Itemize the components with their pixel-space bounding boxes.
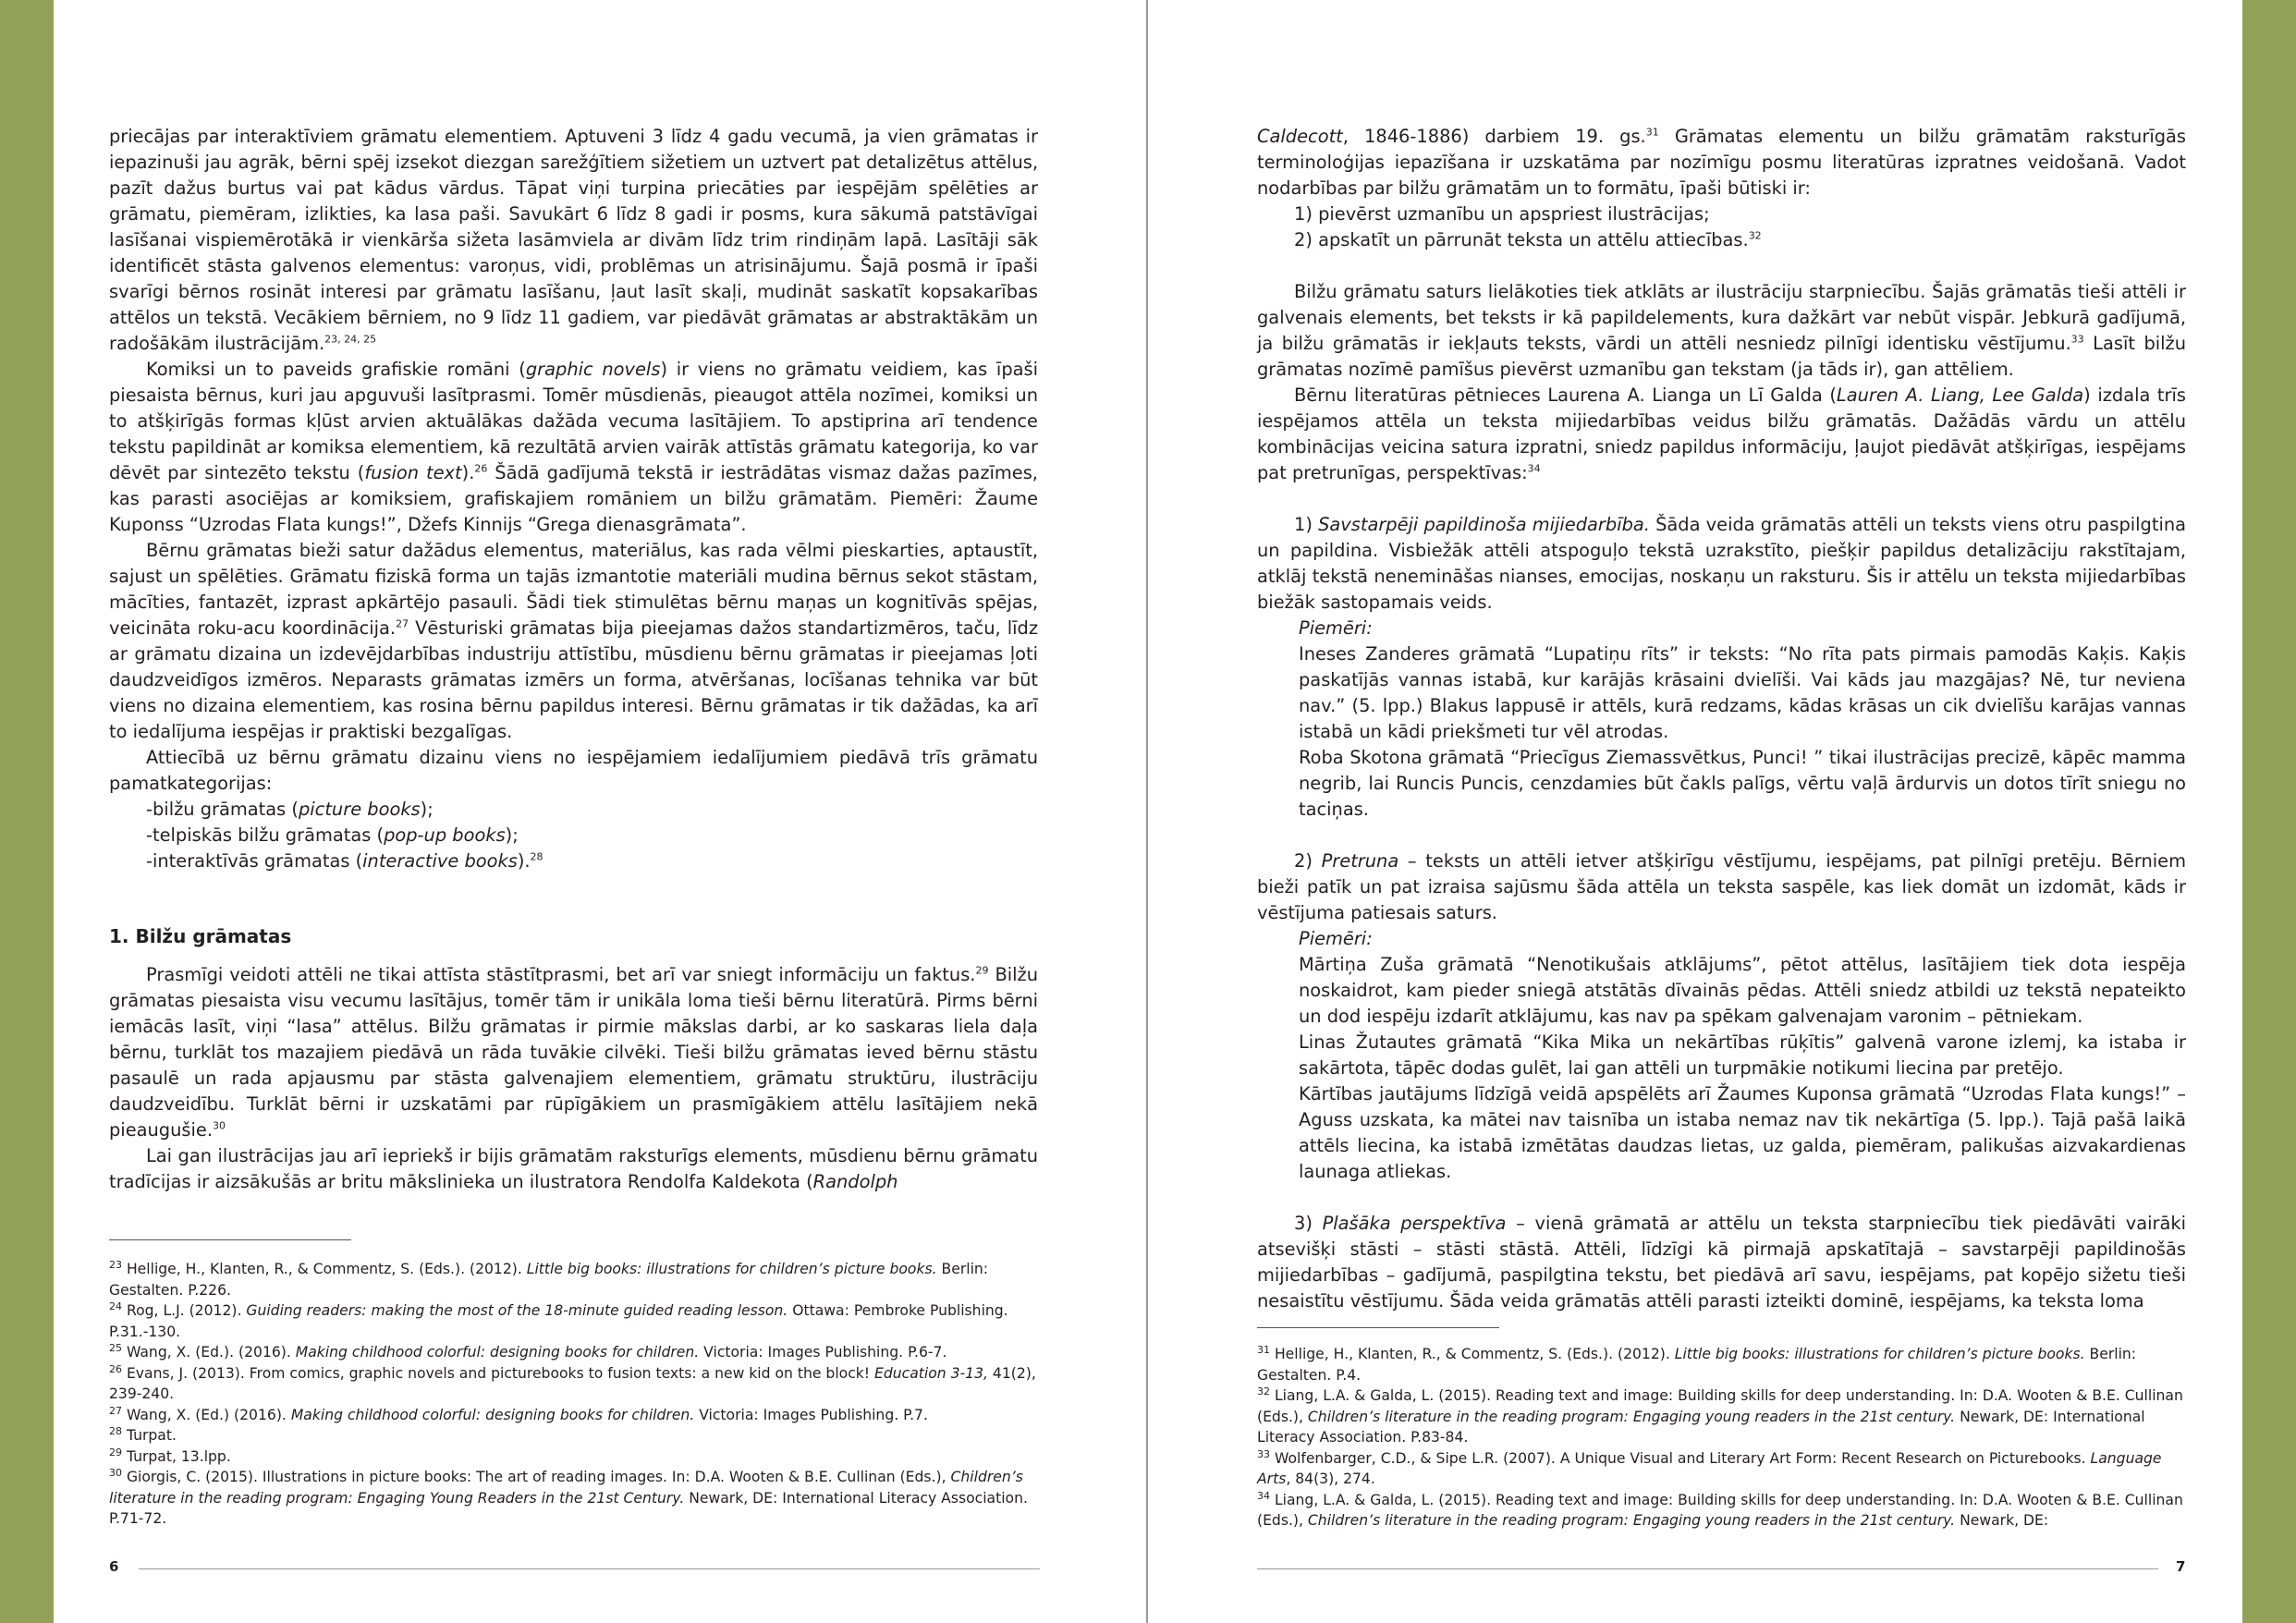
body-paragraph: 1) Savstarpēji papildinoša mijiedarbība. Šāda veida grāmatās attēli un teksts viens otru paspilgtina un papildina. Visbiežāk attēli atspoguļo tekstā uzrakstīto, piešķir papildus detalizāciju rakstītajam, atklāj tekstā nenemināšas nianses, emocijas, noskaņu un raksturu. Šis ir attēlu un teksta mijiedarbības biežāk sastopamais veids. xyxy=(1257,514,2187,613)
list-item: -bilžu grāmatas (picture books); xyxy=(146,799,434,820)
right-edge-bar xyxy=(2242,0,2296,1623)
page-number: 7 xyxy=(2176,1558,2186,1575)
footnote-ref[interactable]: 34 xyxy=(1527,462,1541,475)
footnote-ref[interactable]: 31 xyxy=(1645,126,1659,139)
footnote: $^{28}$ Turpat. xyxy=(109,1424,177,1444)
example-text: Ineses Zanderes grāmatā “Lupatiņu rīts” ir teksts: “No rīta pats pirmais pamodās Kaķis. Kaķis paskatījās vannas istabā, kur karājās krāsaini dvielīši. Vai kāds jau mazgājas? Nē, tur neviena nav.” (5. lpp.) Blakus lappusē ir attēls, kurā redzams, kādas krāsas un cik dvielīšu karājas vannas istabā un kādi priekšmeti tur vēl atrodas. xyxy=(1299,643,2186,742)
body-paragraph: Bērnu literatūras pētnieces Laurena A. Lianga un Lī Galda (Lauren A. Liang, Lee Galda) izdala trīs iespējamos attēla un teksta mijiedarbības veidus bilžu grāmatās. Dažādās vārdu un attēlu kombinācijas veicina satura izpratni, sniedz papildus informāciju, ļaujot piedāvāt atšķirīgas, iespējams pat pretrunīgas, perspektīvas:$^{34}$ xyxy=(1257,384,2186,483)
footnote: $^{27}$ Wang, X. (Ed.) (2016). Making childhood colorful: designing books for children. Victoria: Images Publishing. P.7. xyxy=(109,1404,928,1423)
footer-rule xyxy=(1257,1568,2158,1569)
section-heading: 1. Bilžu grāmatas xyxy=(109,925,292,947)
footnote: $^{23}$ Hellige, H., Klanten, R., & Commentz, S. (Eds.). (2012). Little big books: illustrations for children’s picture books. Berlin: Gestalten. P.226. xyxy=(109,1258,989,1299)
footnote-ref[interactable]: 29 xyxy=(975,964,989,977)
list-item: 2) apskatīt un pārrunāt teksta un attēlu attiecības.$^{32}$ xyxy=(1294,229,1762,250)
page-number: 6 xyxy=(109,1558,119,1575)
list-item: -interaktīvās grāmatas (interactive books).$^{28}$ xyxy=(146,850,543,872)
footnote-separator xyxy=(109,1239,351,1240)
footnotes-left xyxy=(109,1259,1038,1530)
example-text: Kārtības jautājums līdzīgā veidā apspēlēts arī Žaumes Kuponsa grāmatā “Uzrodas Flata kungs!” – Aguss uzskata, ka mātei nav taisnība un istaba nemaz nav tik nekārtīga (5. lpp.). Tajā pašā laikā attēls liecina, ka istabā izmētātas daudzas lietas, uz galda, piemēram, palikušas aizvakardienas launaga atliekas. xyxy=(1299,1083,2186,1182)
examples-label: Piemēri: xyxy=(1299,617,1373,639)
footnote: $^{25}$ Wang, X. (Ed.). (2016). Making childhood colorful: designing books for children. Victoria: Images Publishing. P.6-7. xyxy=(109,1341,947,1361)
example-text: Mārtiņa Zuša grāmatā “Nenotikušais atklājums”, pētot attēlus, lasītājiem tiek dota iespēja noskaidrot, kam pieder sniegā atstātās dīvainās pēdas. Attēli sniedz atbildi uz tekstā nepateikto un dod iespēju izdarīt atklājumu, kas nav pa spēkam galvenajam varonim – pētniekam. xyxy=(1299,954,2186,1027)
body-paragraph: Attiecībā uz bērnu grāmatu dizainu viens no iespējamiem iedalījumiem piedāvā trīs grāmatu pamatkategorijas: xyxy=(109,747,1038,794)
footnote: $^{29}$ Turpat, 13.lpp. xyxy=(109,1446,231,1465)
footnote: $^{31}$ Hellige, H., Klanten, R., & Commentz, S. (Eds.). (2012). Little big books: illustrations for children’s picture books. Berlin: Gestalten. P.4. xyxy=(1257,1343,2137,1384)
footnote-ref[interactable]: 26 xyxy=(474,462,488,475)
footnote-ref[interactable]: 28 xyxy=(530,850,543,863)
body-paragraph: Komiksi un to paveids grafiskie romāni (graphic novels) ir viens no grāmatu veidiem, kas īpaši piesaista bērnus, kuri jau apguvuši lasītprasmi. Tomēr mūsdienās, pieaugot attēla nozīmei, komiksi un to atšķirīgās formas kļūst arvien aktuālākas dažāda vecuma lasītājiem. To apstiprina arī tendence tekstu papildināt ar komiksa elementiem, kā rezultātā arvien vairāk attīstās grāmatu kategorija, ko var dēvēt par sintezēto tekstu (fusion text).$^{26}$ Šādā gadījumā tekstā ir iestrādātas vismaz dažas pazīmes, kas parasti asociējas ar komiksiem, grafiskajiem romāniem un bilžu grāmatām. Piemēri: Žaume Kuponss “Uzrodas Flata kungs!”, Džefs Kinnijs “Grega dienasgrāmata”. xyxy=(109,359,1038,535)
examples-label: Piemēri: xyxy=(1299,928,1373,949)
footnote: $^{30}$ Giorgis, C. (2015). Illustrations in picture books: The art of reading images. In: D.A. Wooten & B.E. Cullinan (Eds.), Children’s literature in the reading program: Engaging Young Readers in the 21st Century. Newark, DE: International Literacy Association. P.71-72. xyxy=(109,1466,1028,1527)
body-paragraph: Prasmīgi veidoti attēli ne tikai attīsta stāstītprasmi, bet arī var sniegt informāciju un faktus.$^{29}$ Bilžu grāmatas piesaista visu vecumu lasītājus, tomēr tām ir unikāla loma tieši bērnu literatūrā. Pirms bērni iemācās lasīt, viņi “lasa” attēlus. Bilžu grāmatas ir pirmie mākslas darbi, ar ko saskaras liela daļa bērnu, turklāt tos mazajiem piedāvā un rāda tuvākie cilvēki. Tieši bilžu grāmatas ieved bērnu stāstu pasaulē un rada apjausmu par stāsta galvenajiem elementiem, grāmatu struktūru, ilustrāciju daudzveidību. Turklāt bērni ir uzskatāmi par rūpīgākiem un prasmīgākiem attēlu lasītājiem nekā pieaugušie.$^{30}$ xyxy=(109,964,1038,1141)
footnote-ref[interactable]: 27 xyxy=(396,617,409,630)
example-text: Linas Žutautes grāmatā “Kika Mika un nekārtības rūķītis” galvenā varone izlemj, ka istaba ir sakārtota, tāpēc dodas gulēt, lai gan attēli un turpmākie notikumi liecina par pretējo. xyxy=(1299,1031,2186,1079)
list-item: -telpiskās bilžu grāmatas (pop-up books); xyxy=(146,824,519,846)
footnote: $^{24}$ Rog, L.J. (2012). Guiding readers: making the most of the 18-minute guided reading lesson. Ottawa: Pembroke Publishing. P.31.-130. xyxy=(109,1300,1008,1340)
footnote: $^{32}$ Liang, L.A. & Galda, L. (2015). Reading text and image: Building skills for deep understanding. In: D.A. Wooten & B.E. Cullinan (Eds.), Children’s literature in the reading program: Engaging young readers in the 21st century. Newark, DE: International Literacy Association. P.83-84. xyxy=(1257,1385,2183,1446)
body-paragraph: 3) Plašāka perspektīva – vienā grāmatā ar attēlu un teksta starpniecību tiek piedāvāti vairāki atsevišķi stāsti – stāsti stāstā. Attēli, līdzīgi kā pirmajā apskatītajā – savstarpēji papildinošās mijiedarbības – gadījumā, paspilgtina tekstu, bet piedāvā arī savu, iespējams, pat kopējo sižetu tieši nesaistītu vēstījumu. Šāda veida grāmatās attēli parasti izteikti dominē, iespējams, ka teksta loma xyxy=(1257,1213,2186,1312)
right-page xyxy=(1257,124,2186,1314)
body-paragraph: Bērnu grāmatas bieži satur dažādus elementus, materiālus, kas rada vēlmi pieskarties, aptaustīt, sajust un spēlēties. Grāmatu fiziskā forma un tajās izmantotie materiāli mudina bērnus sekot stāstam, mācīties, fantazēt, izprast apkārtējo pasauli. Šādi tiek stimulētas bērnu maņas un kognitīvās spējas, veicināta roku-acu koordinācija.$^{27}$ Vēsturiski grāmatas bija pieejamas dažos standartizmēros, taču, līdz ar grāmatu dizaina un izdevējdarbības industriju attīstību, mūsdienu bērnu grāmatas ir pieejamas ļoti daudzveidīgos izmēros. Neparasts grāmatas izmērs un forma, atvēršanas, locīšanas tehnika var būt viens no dizaina elementiem, kas rosina bērnu papildus interesi. Bērnu grāmatas ir tik dažādas, ka arī to iedalījuma iespējas ir praktiski bezgalīgas. xyxy=(109,540,1039,742)
body-paragraph: Lai gan ilustrācijas jau arī iepriekš ir bijis grāmatām raksturīgs elements, mūsdienu bērnu grāmatu tradīcijas ir aizsākušās ar britu mākslinieka un ilustratora Rendolfa Kaldekota (Randolph xyxy=(109,1145,1038,1192)
list-item: 1) pievērst uzmanību un apspriest ilustrācijas; xyxy=(1294,203,1710,225)
footnote-ref[interactable]: 33 xyxy=(2070,333,2084,346)
footnote: $^{33}$ Wolfenbarger, C.D., & Sipe L.R. (2007). A Unique Visual and Literary Art Form: Recent Research on Picturebooks. Language Arts, 84(3), 274. xyxy=(1257,1447,2162,1487)
left-edge-bar xyxy=(0,0,54,1623)
footnote-ref[interactable]: 32 xyxy=(1748,229,1762,242)
footnotes-right xyxy=(1257,1344,2186,1531)
body-paragraph: Bilžu grāmatu saturs lielākoties tiek atklāts ar ilustrāciju starpniecību. Šajās grāmatās tieši attēli ir galvenais elements, bet teksts ir kā papildelements, kura dažkārt var nebūt vispār. Jebkurā gadījumā, ja bilžu grāmatās ir iekļauts teksts, vārdi un attēli nesniedz pilnīgi identisku vēstījumu.$^{33}$ Lasīt bilžu grāmatas nozīmē pamīšus pievērst uzmanību gan tekstam (ja tāds ir), gan attēliem. xyxy=(1257,281,2186,380)
footnote: $^{34}$ Liang, L.A. & Galda, L. (2015). Reading text and image: Building skills for deep understanding. In: D.A. Wooten & B.E. Cullinan (Eds.), Children’s literature in the reading program: Engaging young readers in the 21st century. Newark, DE: xyxy=(1257,1489,2183,1529)
left-page xyxy=(109,124,1038,1195)
footer-rule xyxy=(139,1568,1040,1569)
example-text: Roba Skotona grāmatā “Priecīgus Ziemassvētkus, Punci! ” tikai ilustrācijas precizē, kāpēc mamma negrib, lai Runcis Puncis, cenzdamies būt čakls palīgs, vērtu vaļā ārdurvis un dotos tīrīt sniegu no taciņas. xyxy=(1299,747,2186,820)
footnote-ref[interactable]: 23, 24, 25 xyxy=(324,333,377,346)
book-spine xyxy=(1146,0,1148,1623)
footnote-ref[interactable]: 30 xyxy=(212,1119,226,1132)
body-paragraph: Caldecott, 1846-1886) darbiem 19. gs.$^{31}$ Grāmatas elementu un bilžu grāmatām raksturīgās terminoloģijas iepazīšana ir uzskatāma par nozīmīgu posmu literatūras izpratnes veidošanā. Vadot nodarbības par bilžu grāmatām un to formātu, īpaši būtiski ir: xyxy=(1257,126,2187,199)
footnote: $^{26}$ Evans, J. (2013). From comics, graphic novels and picturebooks to fusion texts: a new kid on the block! Education 3-13, 41(2), 239-240. xyxy=(109,1362,1036,1402)
body-paragraph: priecājas par interaktīviem grāmatu elementiem. Aptuveni 3 līdz 4 gadu vecumā, ja vien grāmatas ir iepazinuši jau agrāk, bērni spēj izsekot diezgan sarežģītiem sižetiem un uztvert pat detalizētus attēlus, pazīt dažus burtus vai pat kādus vārdus. Tāpat viņi turpina priecāties par iespējām spēlēties ar grāmatu, piemēram, izlikties, ka lasa paši. Savukārt 6 līdz 8 gadi ir posms, kura sākumā patstāvīgai lasīšanai vispiemērotākā ir vienkārša sižeta lasāmviela ar divām līdz trim rindiņām lapā. Lasītāji sāk identificēt stāsta galvenos elementus: varoņus, vidi, problēmas un atrisinājumu. Šajā posmā ir īpaši svarīgi bērnos rosināt interesi par grāmatu lasīšanu, ļaut lasīt skaļi, mudināt saskatīt kopsakarības attēlos un tekstā. Vecākiem bērniem, no 9 līdz 11 gadiem, var piedāvāt grāmatas ar abstraktākām un radošākām ilustrācijām.$^{23, 24, 25}$ xyxy=(109,126,1038,354)
body-paragraph: 2) Pretruna – teksts un attēli ietver atšķirīgu vēstījumu, iespējams, pat pilnīgi pretēju. Bērniem bieži patīk un pat izraisa sajūsmu šāda attēla un teksta saspēle, kas liek domāt un izdomāt, kāds ir vēstījuma patiesais saturs. xyxy=(1257,850,2186,923)
footnote-separator xyxy=(1257,1327,1499,1328)
